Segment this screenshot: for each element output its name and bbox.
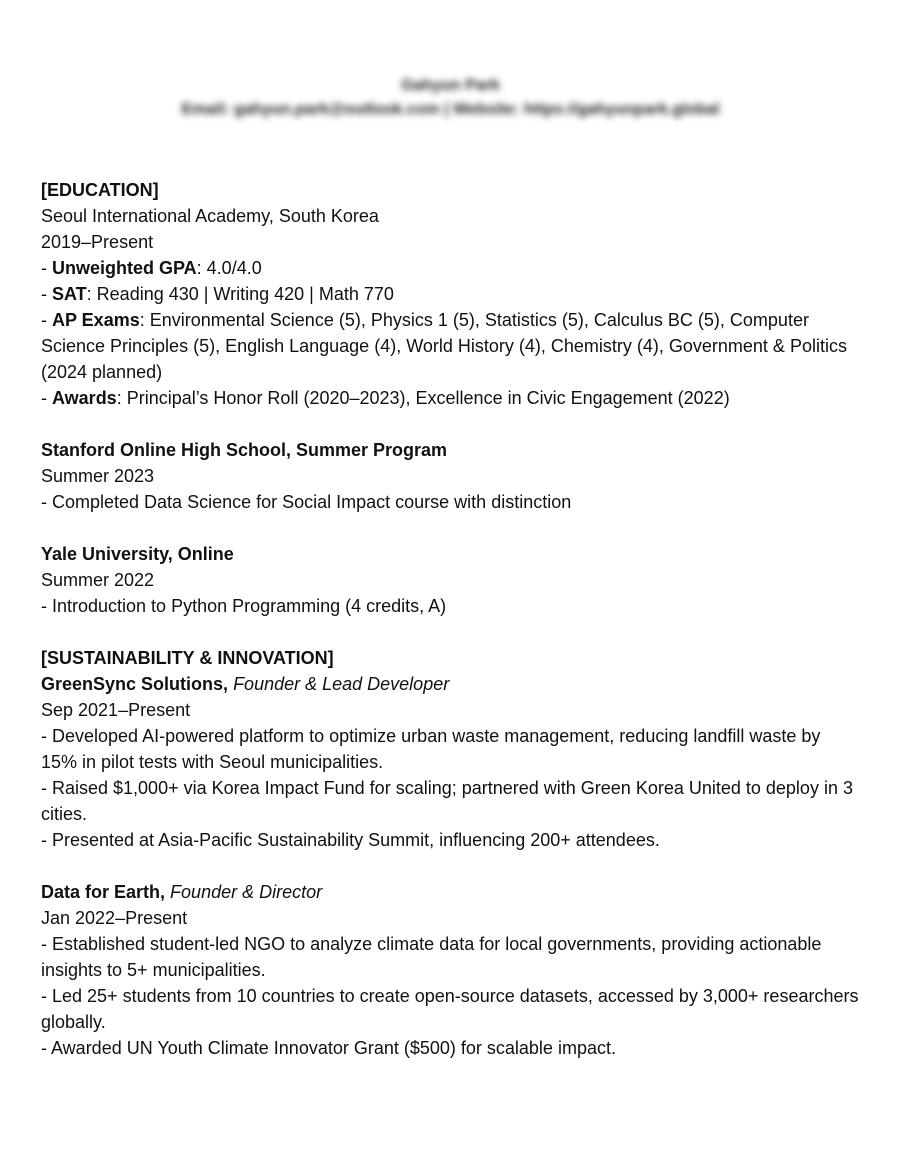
org-title [41,879,861,905]
org-dates: Jan 2022–Present [41,908,188,928]
sustainability-section [41,645,861,1061]
bullet-item: - Introduction to Python Programming (4 credits, A) [41,596,447,616]
bullet-item: - Raised $1,000+ via Korea Impact Fund for scaling; partnered with Green Korea United to deploy in 3 cities. [41,778,853,824]
sat-label: SAT [52,284,87,304]
org-role: Founder & Lead Developer [233,674,450,694]
org-name: GreenSync Solutions, [41,674,229,694]
bullet-item: - Developed AI-powered platform to optimize urban waste management, reducing landfill waste by 15% in pilot tests with Seoul municipalities. [41,726,821,772]
resume-body [41,177,861,1061]
resume-header [0,74,901,122]
school-name: Stanford Online High School, Summer Program [41,440,448,460]
org-role: Founder & Director [170,882,323,902]
org-dates: Sep 2021–Present [41,700,191,720]
awards-line: - Awards: Principal’s Honor Roll (2020–2023), Excellence in Civic Engagement (2022) [41,388,730,408]
bullet-item: - Led 25+ students from 10 countries to create open-source datasets, accessed by 3,000+ researchers globally. [41,986,859,1032]
ap-value: : Environmental Science (5), Physics 1 (5), Statistics (5), Calculus BC (5), Computer Science Principles (5), English Language (4), World History (4), Chemistry (4), Government & Politics (2024 planned) [41,310,847,382]
gpa-value: : 4.0/4.0 [196,258,262,278]
bullet-item: - Awarded UN Youth Climate Innovator Grant ($500) for scalable impact. [41,1038,616,1058]
school-name: Yale University, Online [41,544,234,564]
education-section [41,177,861,619]
education-heading: [EDUCATION] [41,180,159,200]
org-name: Data for Earth, [41,882,166,902]
school-dates: Summer 2023 [41,466,155,486]
bullet-item: - Presented at Asia-Pacific Sustainability Summit, influencing 200+ attendees. [41,830,660,850]
candidate-name: Gahyun Park [401,77,500,94]
school-dates: Summer 2022 [41,570,155,590]
contact-line: Email: gahyun.park@outlook.com | Website: https://gahyunpark.global [181,101,720,118]
gpa-line: - Unweighted GPA: 4.0/4.0 [41,258,262,278]
org-title [41,671,861,697]
gpa-label: Unweighted GPA [52,258,197,278]
school-dates: 2019–Present [41,232,154,252]
sat-line: - SAT: Reading 430 | Writing 420 | Math 770 [41,284,394,304]
bullet-item: - Completed Data Science for Social Impact course with distinction [41,492,572,512]
school-name: Seoul International Academy, South Korea [41,206,379,226]
awards-value: : Principal’s Honor Roll (2020–2023), Excellence in Civic Engagement (2022) [116,388,730,408]
sustainability-heading: [SUSTAINABILITY & INNOVATION] [41,648,334,668]
bullet-item: - Established student-led NGO to analyze climate data for local governments, providing actionable insights to 5+ municipalities. [41,934,822,980]
ap-exams-line: - AP Exams: Environmental Science (5), Physics 1 (5), Statistics (5), Calculus BC (5), Computer Science Principles (5), English Language (4), World History (4), Chemistry (4), Government & Politics (2024 planned) [41,310,847,382]
sat-value: : Reading 430 | Writing 420 | Math 770 [86,284,394,304]
ap-label: AP Exams [52,310,140,330]
awards-label: Awards [52,388,117,408]
